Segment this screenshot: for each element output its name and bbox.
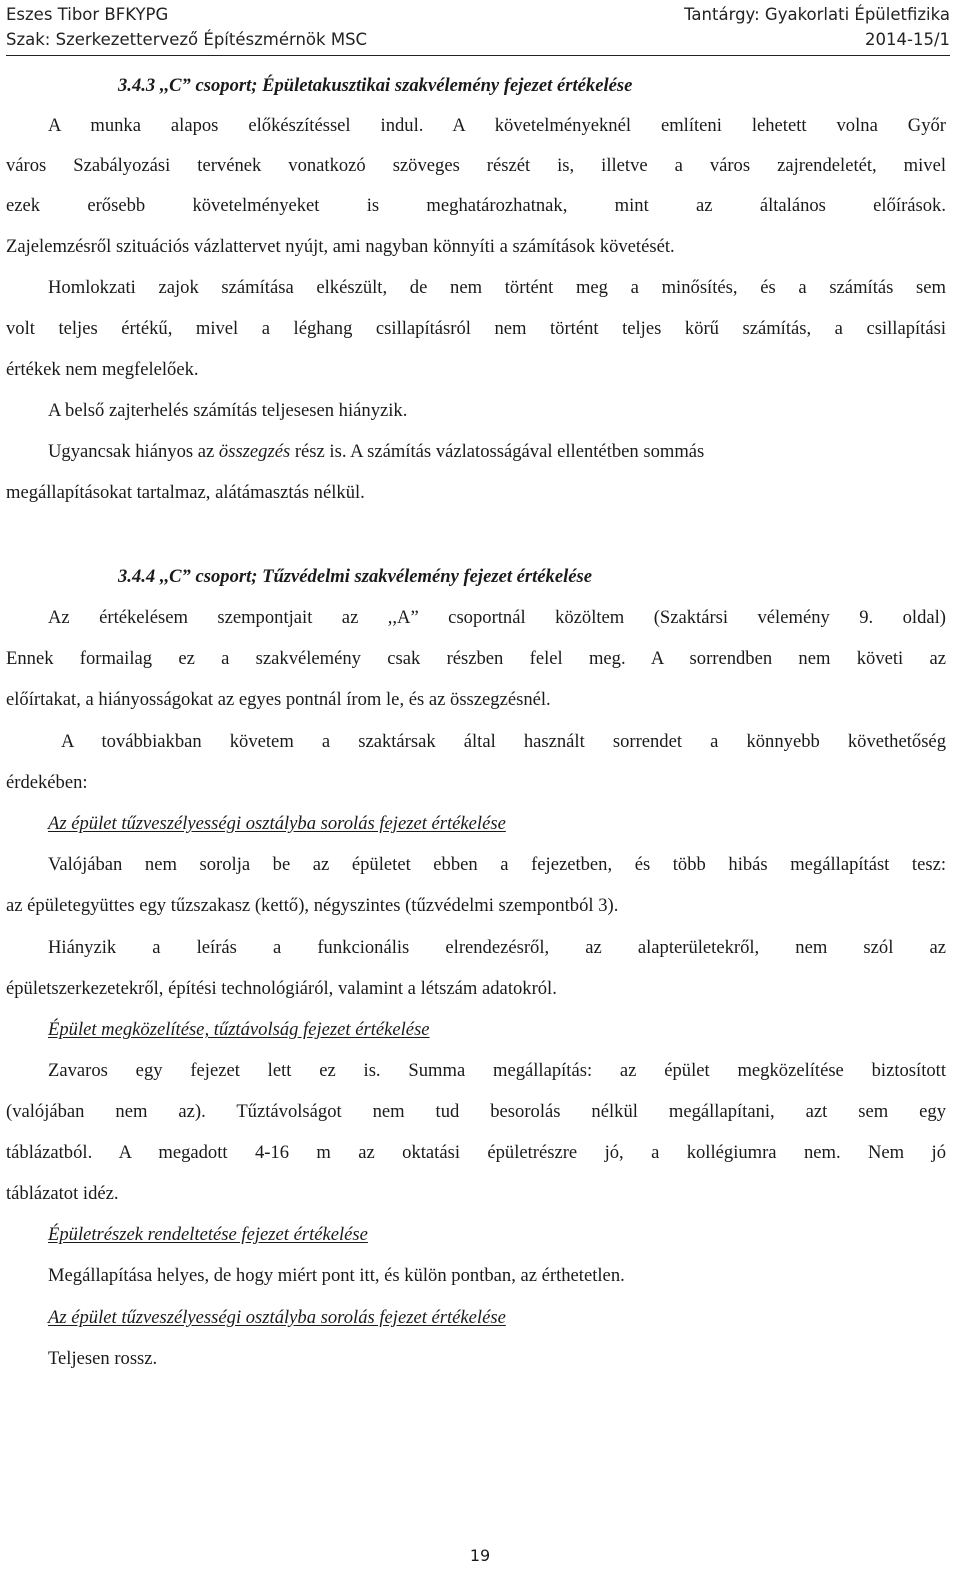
text-run: Ugyancsak hiányos az: [48, 441, 219, 462]
paragraph-line: Homlokzati zajok számítása elkészült, de nem történt meg a minősítés, és a számítás sem: [48, 277, 946, 298]
paragraph-line: (valójában nem az). Tűztávolságot nem tud besorolás nélkül megállapítani, azt sem egy: [6, 1101, 946, 1122]
section-heading-fire: 3.4.4 ,,C” csoport; Tűzvédelmi szakvélemény fejezet értékelése: [118, 566, 593, 587]
paragraph-line: volt teljes értékű, mivel a léghang csillapításról nem történt teljes körű számítás, a csillapítási: [6, 318, 946, 339]
paragraph-line: [48, 440, 946, 464]
paragraph-line: előírtakat, a hiányosságokat az egyes pontnál írom le, és az összegzésnél.: [6, 689, 551, 710]
header-term: 2014-15/1: [865, 30, 950, 49]
paragraph-line: Az értékelésem szempontjait az ,,A” csoportnál közöltem (Szaktársi vélemény 9. oldal): [48, 607, 946, 628]
paragraph-line: A munka alapos előkészítéssel indul. A követelményeknél említeni lehetett volna Győr: [48, 115, 946, 136]
header-divider: [6, 55, 950, 56]
paragraph-line: Zajelemzésről szituációs vázlattervet nyújt, ami nagyban könnyíti a számítások követését.: [6, 236, 675, 257]
paragraph-line: az épületegyüttes egy tűzszakasz (kettő), négyszintes (tűzvédelmi szempontból 3).: [6, 895, 619, 916]
italic-term: összegzés: [218, 441, 291, 462]
page-number: 19: [469, 1546, 491, 1565]
section-heading-acoustics: 3.4.3 ,,C” csoport; Épületakusztikai szakvélemény fejezet értékelése: [118, 75, 633, 96]
paragraph-line: táblázatot idéz.: [6, 1183, 119, 1204]
subsection-title: Az épület tűzveszélyességi osztályba sorolás fejezet értékelése: [48, 1307, 506, 1328]
paragraph-line: Ennek formailag ez a szakvélemény csak részben felel meg. A sorrendben nem követi az: [6, 648, 946, 669]
paragraph-line: megállapításokat tartalmaz, alátámasztás nélkül.: [6, 482, 365, 503]
paragraph-line: ezek erősebb követelményeket is meghatározhatnak, mint az általános előírások.: [6, 195, 946, 216]
paragraph-line: Teljesen rossz.: [48, 1348, 158, 1369]
page-header: [6, 2, 950, 52]
paragraph-line: Zavaros egy fejezet lett ez is. Summa megállapítás: az épület megközelítése biztosított: [48, 1060, 946, 1081]
paragraph-line: érdekében:: [6, 772, 88, 793]
paragraph-line: A belső zajterhelés számítás teljesesen hiányzik.: [48, 400, 408, 421]
paragraph-line: Valójában nem sorolja be az épületet ebben a fejezetben, és több hibás megállapítást tesz:: [48, 854, 946, 875]
paragraph-line: épületszerkezetekről, építési technológiáról, valamint a létszám adatokról.: [6, 978, 557, 999]
header-author: Eszes Tibor BFKYPG: [6, 5, 169, 24]
paragraph-line: Hiányzik a leírás a funkcionális elrendezésről, az alapterületekről, nem szól az: [48, 937, 946, 958]
paragraph-line: táblázatból. A megadott 4-16 m az oktatási épületrészre jó, a kollégiumra nem. Nem jó: [6, 1142, 946, 1163]
paragraph-line: értékek nem megfelelőek.: [6, 359, 199, 380]
header-subject: Tantárgy: Gyakorlati Épületfizika: [684, 5, 950, 24]
header-specialization: Szak: Szerkezettervező Építészmérnök MSC: [6, 30, 368, 49]
paragraph-line: Megállapítása helyes, de hogy miért pont itt, és külön pontban, az érthetetlen.: [48, 1265, 625, 1286]
text-run: rész is. A számítás vázlatosságával ellentétben sommás: [290, 441, 705, 462]
subsection-title: Az épület tűzveszélyességi osztályba sorolás fejezet értékelése: [48, 813, 506, 834]
subsection-title: Épület megközelítése, tűztávolság fejezet értékelése: [48, 1019, 430, 1040]
subsection-title: Épületrészek rendeltetése fejezet értékelése: [48, 1224, 368, 1245]
paragraph-line: A továbbiakban követem a szaktársak által használt sorrendet a könnyebb követhetőség: [61, 731, 946, 752]
paragraph-line: város Szabályozási tervének vonatkozó szöveges részét is, illetve a város zajrendeletét, mivel: [6, 155, 946, 176]
